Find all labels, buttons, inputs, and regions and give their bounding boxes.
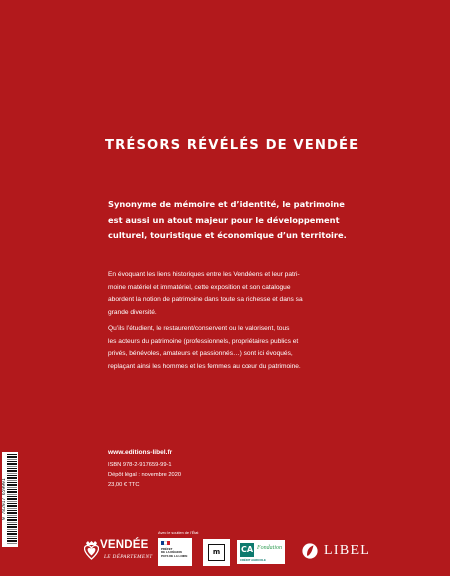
intro-line: Synonyme de mémoire et d’identité, le patrimoine — [108, 199, 345, 209]
vendee-name: VENDÉE — [100, 539, 149, 551]
prefet-line: PAYS DE LA LOIRE — [161, 553, 188, 558]
paragraph-1-line: abordent la notion de patrimoine dans toute sa richesse et dans sa — [108, 296, 303, 303]
prefet-text — [161, 548, 187, 558]
price: 23,00 € TTC — [108, 482, 140, 488]
intro-line: est aussi un atout majeur pour le développement — [108, 214, 340, 225]
legal-deposit: Dépôt légal : novembre 2020 — [108, 472, 182, 478]
paragraph-1-line: moine matériel et immatériel, cette exposition et son catalogue — [108, 283, 291, 291]
credit-agricole-fondation-logo — [237, 540, 285, 564]
prefet-region-logo — [158, 538, 192, 566]
support-label: Avec le soutien de l’État — [158, 531, 199, 535]
barcode-digits: 9 782917 659991 — [2, 478, 7, 521]
prefet-line: DE LA RÉGION — [161, 550, 182, 555]
libel-publisher-logo — [302, 540, 372, 562]
cover-title: TRÉSORS RÉVÉLÉS DE VENDÉE — [105, 138, 360, 153]
paragraph-2-line: Qu’ils l’étudient, le restaurent/conservent ou le valorisent, tous — [108, 325, 290, 332]
barcode-bars — [7, 454, 17, 545]
vendee-subtitle: LE DÉPARTEMENT — [104, 554, 153, 560]
credit-agricole-icon: CA — [240, 543, 254, 557]
libel-leaf-icon — [302, 542, 318, 560]
intro-text — [108, 197, 348, 244]
libel-name: LIBEL — [324, 543, 371, 558]
intro-line: culturel, touristique et économique d’un territoire. — [108, 230, 347, 240]
paragraph-1-line: En évoquant les liens historiques entre les Vendéens et leur patri- — [108, 271, 300, 278]
paragraph-1-line: grande diversité. — [108, 308, 157, 316]
musee-de-france-logo — [203, 539, 230, 566]
publisher-url[interactable]: www.editions-libel.fr — [108, 449, 173, 456]
paragraph-2-line: les acteurs du patrimoine (professionnels, propriétaires publics et — [108, 337, 299, 345]
paragraph-2-line: replaçant ainsi les hommes et les femmes au cœur du patrimoine. — [108, 362, 301, 370]
publication-info — [108, 447, 181, 490]
barcode-icon — [2, 452, 18, 547]
paragraph-2-line: privés, bénévoles, amateurs et passionnés…) sont ici évoqués, — [108, 350, 293, 357]
prefet-line: PRÉFET — [161, 547, 173, 551]
musee-mark: m — [212, 548, 221, 556]
isbn: ISBN 978-2-917659-99-1 — [108, 462, 172, 468]
musee-frame-icon — [208, 544, 225, 561]
fondation-name: Fondation — [257, 545, 282, 551]
french-flag-icon — [161, 541, 170, 545]
vendee-department-logo — [84, 536, 153, 566]
credit-agricole-name: CRÉDIT AGRICOLE — [240, 558, 266, 562]
double-heart-crown-icon — [84, 540, 99, 560]
description-text — [108, 269, 348, 373]
